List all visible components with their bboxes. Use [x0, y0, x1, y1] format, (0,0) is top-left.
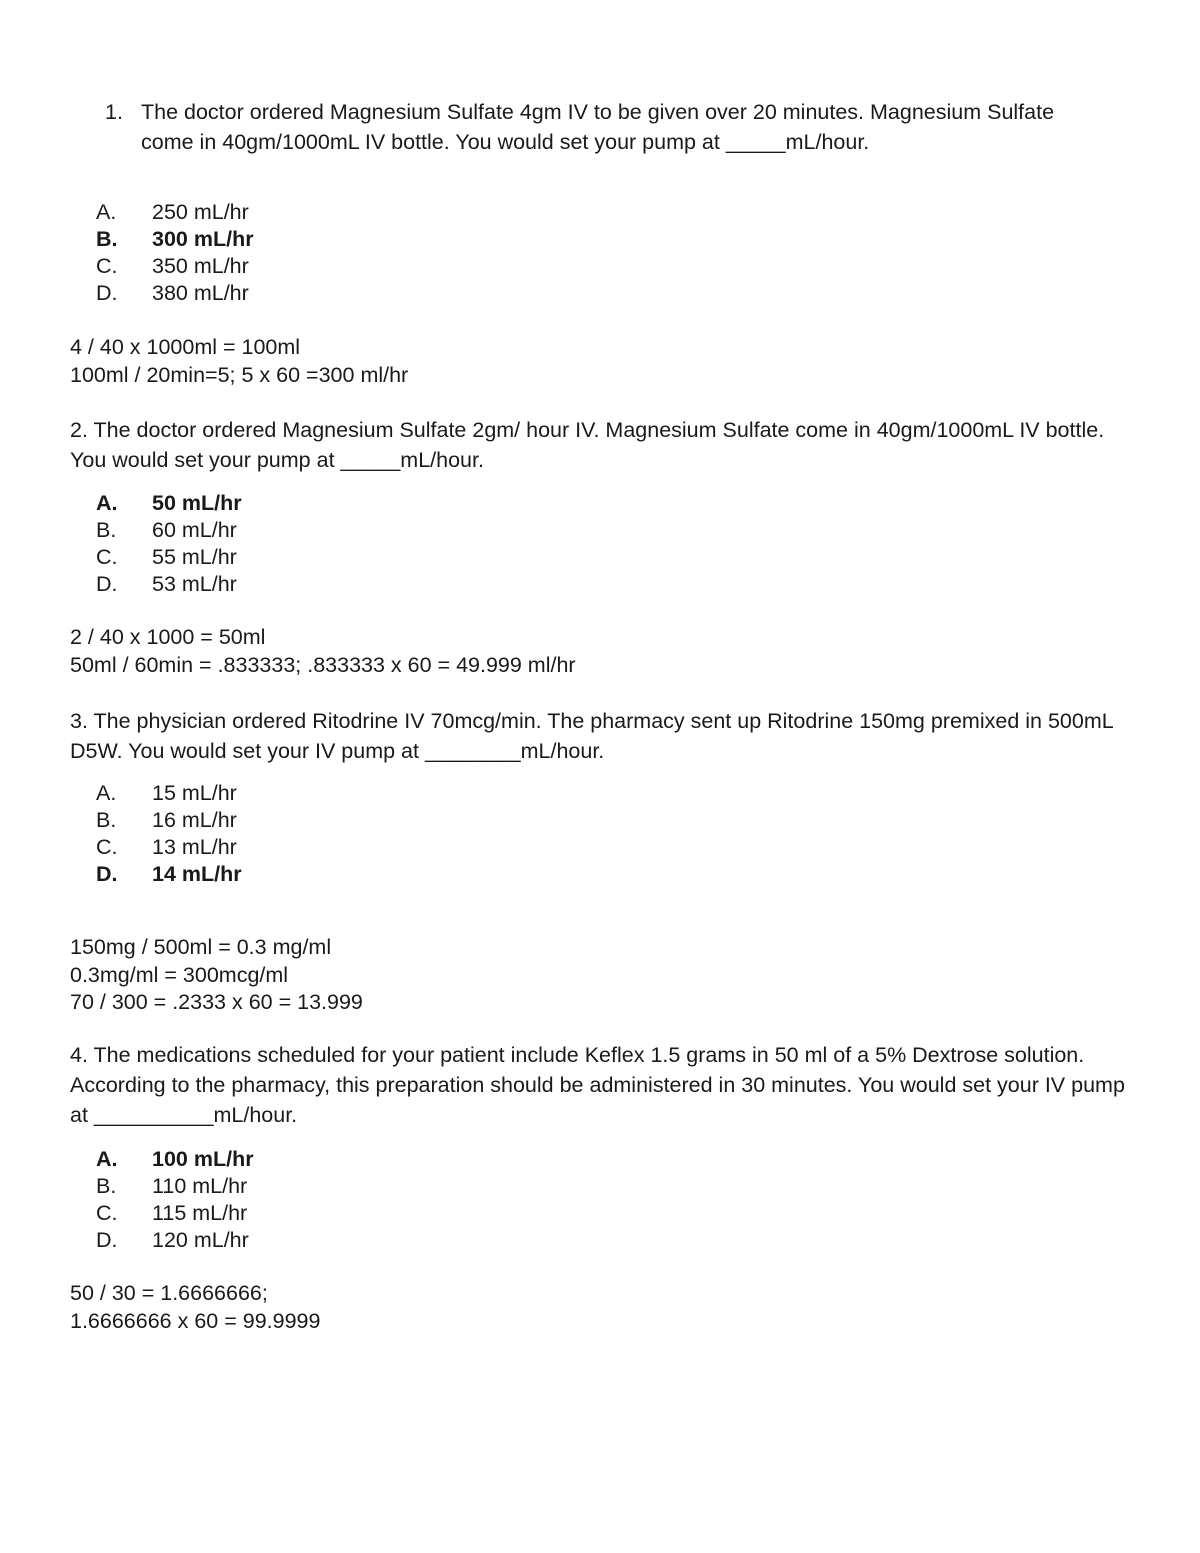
question-3-calculation [70, 934, 1130, 1017]
question-4-options [96, 1146, 254, 1254]
option-q2-c: C. 55 mL/hr [96, 545, 237, 569]
option-q4-b: B. 110 mL/hr [96, 1174, 248, 1198]
calc-line: 50ml / 60min = .833333; .833333 x 60 = 49.999 ml/hr [70, 652, 576, 677]
question-2-text: 2. The doctor ordered Magnesium Sulfate 2gm/ hour IV. Magnesium Sulfate come in 40gm/1000mL IV bottle. You would set your pump at _____mL/hour. [70, 418, 1105, 472]
question-1-text: The doctor ordered Magnesium Sulfate 4gm IV to be given over 20 minutes. Magnesium Sulfate come in 40gm/1000mL IV bottle. You would set your pump at _____mL/hour. [141, 100, 1055, 154]
option-q3-d-correct: D. 14 mL/hr [96, 862, 242, 886]
option-q4-c: C. 115 mL/hr [96, 1201, 248, 1225]
question-1-calculation [70, 334, 1130, 389]
calc-line: 70 / 300 = .2333 x 60 = 13.999 [70, 990, 363, 1014]
calc-line: 50 / 30 = 1.6666666; [70, 1281, 268, 1305]
calc-line: 150mg / 500ml = 0.3 mg/ml [70, 935, 332, 959]
calc-line: 100ml / 20min=5; 5 x 60 =300 ml/hr [70, 362, 409, 387]
option-q1-a: A. 250 mL/hr [96, 200, 249, 224]
option-q3-b: B. 16 mL/hr [96, 808, 237, 832]
option-q3-c: C. 13 mL/hr [96, 835, 237, 859]
option-q2-d: D. 53 mL/hr [96, 572, 237, 596]
calc-line: 1.6666666 x 60 = 99.9999 [70, 1308, 321, 1333]
option-q1-b-correct: B. 300 mL/hr [96, 227, 254, 251]
question-2-calculation [70, 624, 1130, 679]
question-4-calculation [70, 1280, 1130, 1335]
option-q1-c: C. 350 mL/hr [96, 254, 249, 278]
calc-line: 2 / 40 x 1000 = 50ml [70, 625, 266, 649]
question-1-options [96, 199, 254, 307]
calc-line: 0.3mg/ml = 300mcg/ml [70, 962, 289, 987]
question-3-text: 3. The physician ordered Ritodrine IV 70mcg/min. The pharmacy sent up Ritodrine 150mg premixed in 500mL D5W. You would set your IV pump at ________mL/hour. [70, 709, 1113, 763]
question-3-options [96, 780, 242, 888]
option-q3-a: A. 15 mL/hr [96, 781, 237, 805]
question-4-text: 4. The medications scheduled for your patient include Keflex 1.5 grams in 50 ml of a 5% Dextrose solution. According to the pharmacy, this preparation should be administered in 30 minutes. You would set your IV pump at __________mL/hour. [70, 1043, 1125, 1127]
question-1-number: 1. [105, 100, 123, 124]
option-q4-d: D. 120 mL/hr [96, 1228, 249, 1252]
question-2-options [96, 490, 242, 598]
option-q1-d: D. 380 mL/hr [96, 281, 249, 305]
calc-line: 4 / 40 x 1000ml = 100ml [70, 335, 301, 359]
option-q4-a-correct: A. 100 mL/hr [96, 1147, 254, 1171]
option-q2-a-correct: A. 50 mL/hr [96, 491, 242, 515]
question-1 [105, 97, 1095, 157]
option-q2-b: B. 60 mL/hr [96, 518, 237, 542]
